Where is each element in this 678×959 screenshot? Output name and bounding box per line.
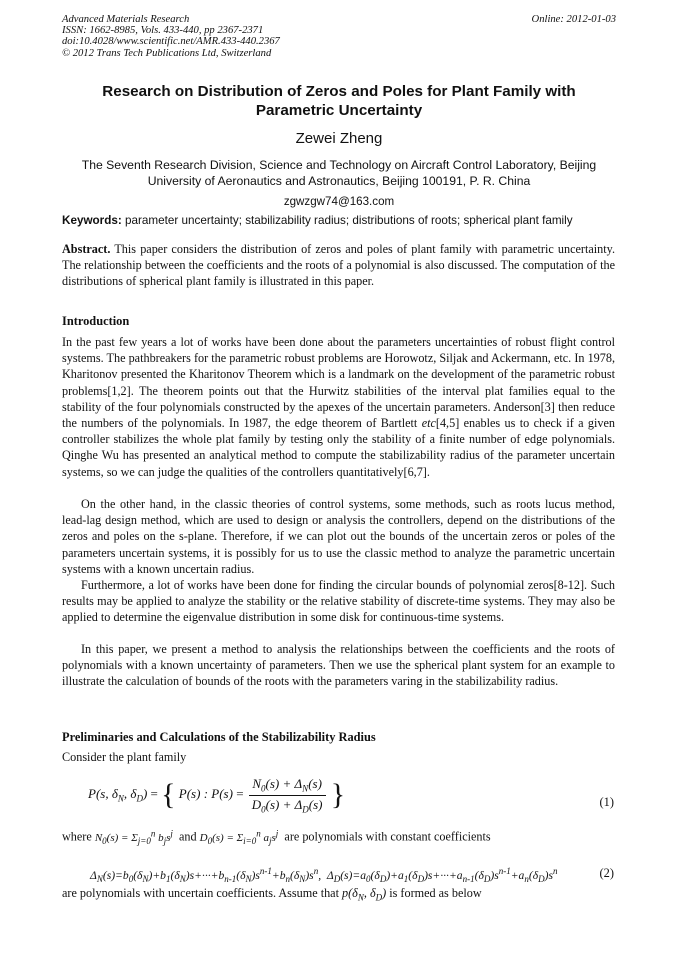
intro-paragraph-4: In this paper, we present a method to analysis the relationships between the coefficients and the roots of polynomials with a known uncertainty of parameters. Then we use the spherical plant system for an example to illustrate the calculation of bounds of the roots with the parameters varing in the stabilizability radius.	[62, 642, 615, 689]
paper-title: Research on Distribution of Zeros and Poles for Plant Family with Parametric Uncertainty	[102, 83, 576, 119]
intro-p1-part-a: In the past few years a lot of works have been done about the parameters uncertainties of robust flight control systems. The pathbreakers for the parametric robust problems are Horowotz, Siljak and Ackermann, etc. In 1978, Kharitonov presented the Kharitonov Theorem which is a landmark on the development of the parametric robust problems[1,2]. The theorem points out that the Hurwitz stabilities of the interval plat families equal to the stability of the four polynomials constructed by the apexes of the uncertain parameters. Anderson[3] then reduce the numbers of the polynomials. In 1987, the edge theorem of Bartlett	[62, 335, 615, 431]
intro-p1-part-b: [4,5] enables us to check if a given controller stabilizes the whole plat family by testing only the stability of a finite number of edge polynomials. Qinghe Wu has presented an analytical method to compute the stabilizability radius of the parameter uncertain systems, so we can judge the qualities of the controllers quantitatively[6,7].	[62, 416, 616, 479]
prelim-heading: Preliminaries and Calculations of the Stabilizability Radius	[62, 730, 376, 744]
uncertain-line: are polynomials with uncertain coefficients. Assume that $p(\delta_N$, $\delta_D$) is formed as below	[62, 886, 482, 903]
equation-2-number: (2)	[599, 866, 614, 880]
abstract-text: This paper considers the distribution of zeros and poles of plant family with parametric uncertainty. The relationship between the coefficients and the roots of a polynomial is also discussed. The computation of the distributions of spherical plant family is illustrated in this paper.	[62, 242, 615, 289]
equation-1: P(s, $\delta_N$, $\delta_D$) = { P(s) : P(s) = $\frac{N_0(s) + \Delta_N(s)}{D_0(s) + \Delta_D(s)}$ }	[88, 776, 346, 815]
poly-const-text: are polynomials with constant coefficients	[284, 829, 491, 844]
and-word: and	[178, 829, 197, 844]
copyright: © 2012 Trans Tech Publications Ltd, Switzerland	[62, 47, 272, 59]
email: zgwzgw74@163.com	[283, 195, 395, 208]
affiliation: The Seventh Research Division, Science and Technology on Aircraft Control Laboratory, Beijing University of Aeronautics and Astronautics, Beijing 100191, P. R. China	[81, 158, 597, 188]
where-word: where	[62, 829, 92, 844]
abstract	[62, 241, 615, 290]
consider-text: Consider the plant family	[62, 750, 187, 764]
journal-name: Advanced Materials Research	[62, 14, 190, 25]
doi: doi:10.4028/www.scientific.net/AMR.433-440.2367	[62, 36, 280, 48]
equation-1-number: (1)	[599, 795, 614, 809]
intro-paragraph-1	[62, 334, 615, 480]
intro-paragraph-3: Furthermore, a lot of works have been done for finding the circular bounds of polynomial zeros[8-12]. Such results may be applied to analyze the stability or the relative stability of discrete-time systems. They may also be applied to determine the eigenvalue distribution in some disk for continuous-time systems.	[62, 578, 615, 625]
keywords-text: parameter uncertainty; stabilizability radius; distributions of roots; spherical plant family	[125, 214, 573, 227]
keywords-label: Keywords:	[62, 214, 122, 227]
equation-2: $\Delta_N(s)=b_0(\delta_N)+b_1(\delta_N)s+\cdot\cdot\cdot+b_{n-1}(\delta_N)s^{n-1}+b_n(\delta_N)s^n$, $\Delta_D(s)=a_0(\delta_D)+a_1(\delta_D)s+\cdot\cdot\cdot+a_{n-1}(\delta_D)s^{n-1}+a_n(\delta_D)s^n$	[90, 866, 558, 885]
keywords	[62, 214, 622, 227]
where-line: where $N_0(s) = \Sigma_{j=0}^n$ $b_js^j$ and $D_0(s) = \Sigma_{i=0}^n$ $a_js^j$ are polynomials with constant coefficients	[62, 828, 491, 846]
intro-heading: Introduction	[62, 314, 130, 328]
issn: ISSN: 1662-8985, Vols. 433-440, pp 2367-2371	[62, 25, 264, 37]
intro-p1-etc: etc	[421, 416, 436, 431]
uncertain-text-a: are polynomials with uncertain coefficients. Assume that	[62, 886, 339, 900]
online-date: Online: 2012-01-03	[531, 14, 616, 25]
author-name: Zewei Zheng	[295, 130, 383, 147]
uncertain-text-b: is formed as below	[389, 886, 482, 900]
journal-header	[62, 14, 280, 59]
intro-paragraph-2: On the other hand, in the classic theories of control systems, some methods, such as roots lucus method, lead-lag design method, which are used to design or analysis the controllers, depend on the distributions of the zeros and poles on the s-plane. Therefore, if we can plot out the bounds of the uncertain zeros or poles of the parameters uncertain systems, it is possibly for us to use the classic method to analyze the parametric uncertain systems with a known uncertain radius.	[62, 497, 615, 576]
abstract-label: Abstract.	[62, 242, 111, 256]
